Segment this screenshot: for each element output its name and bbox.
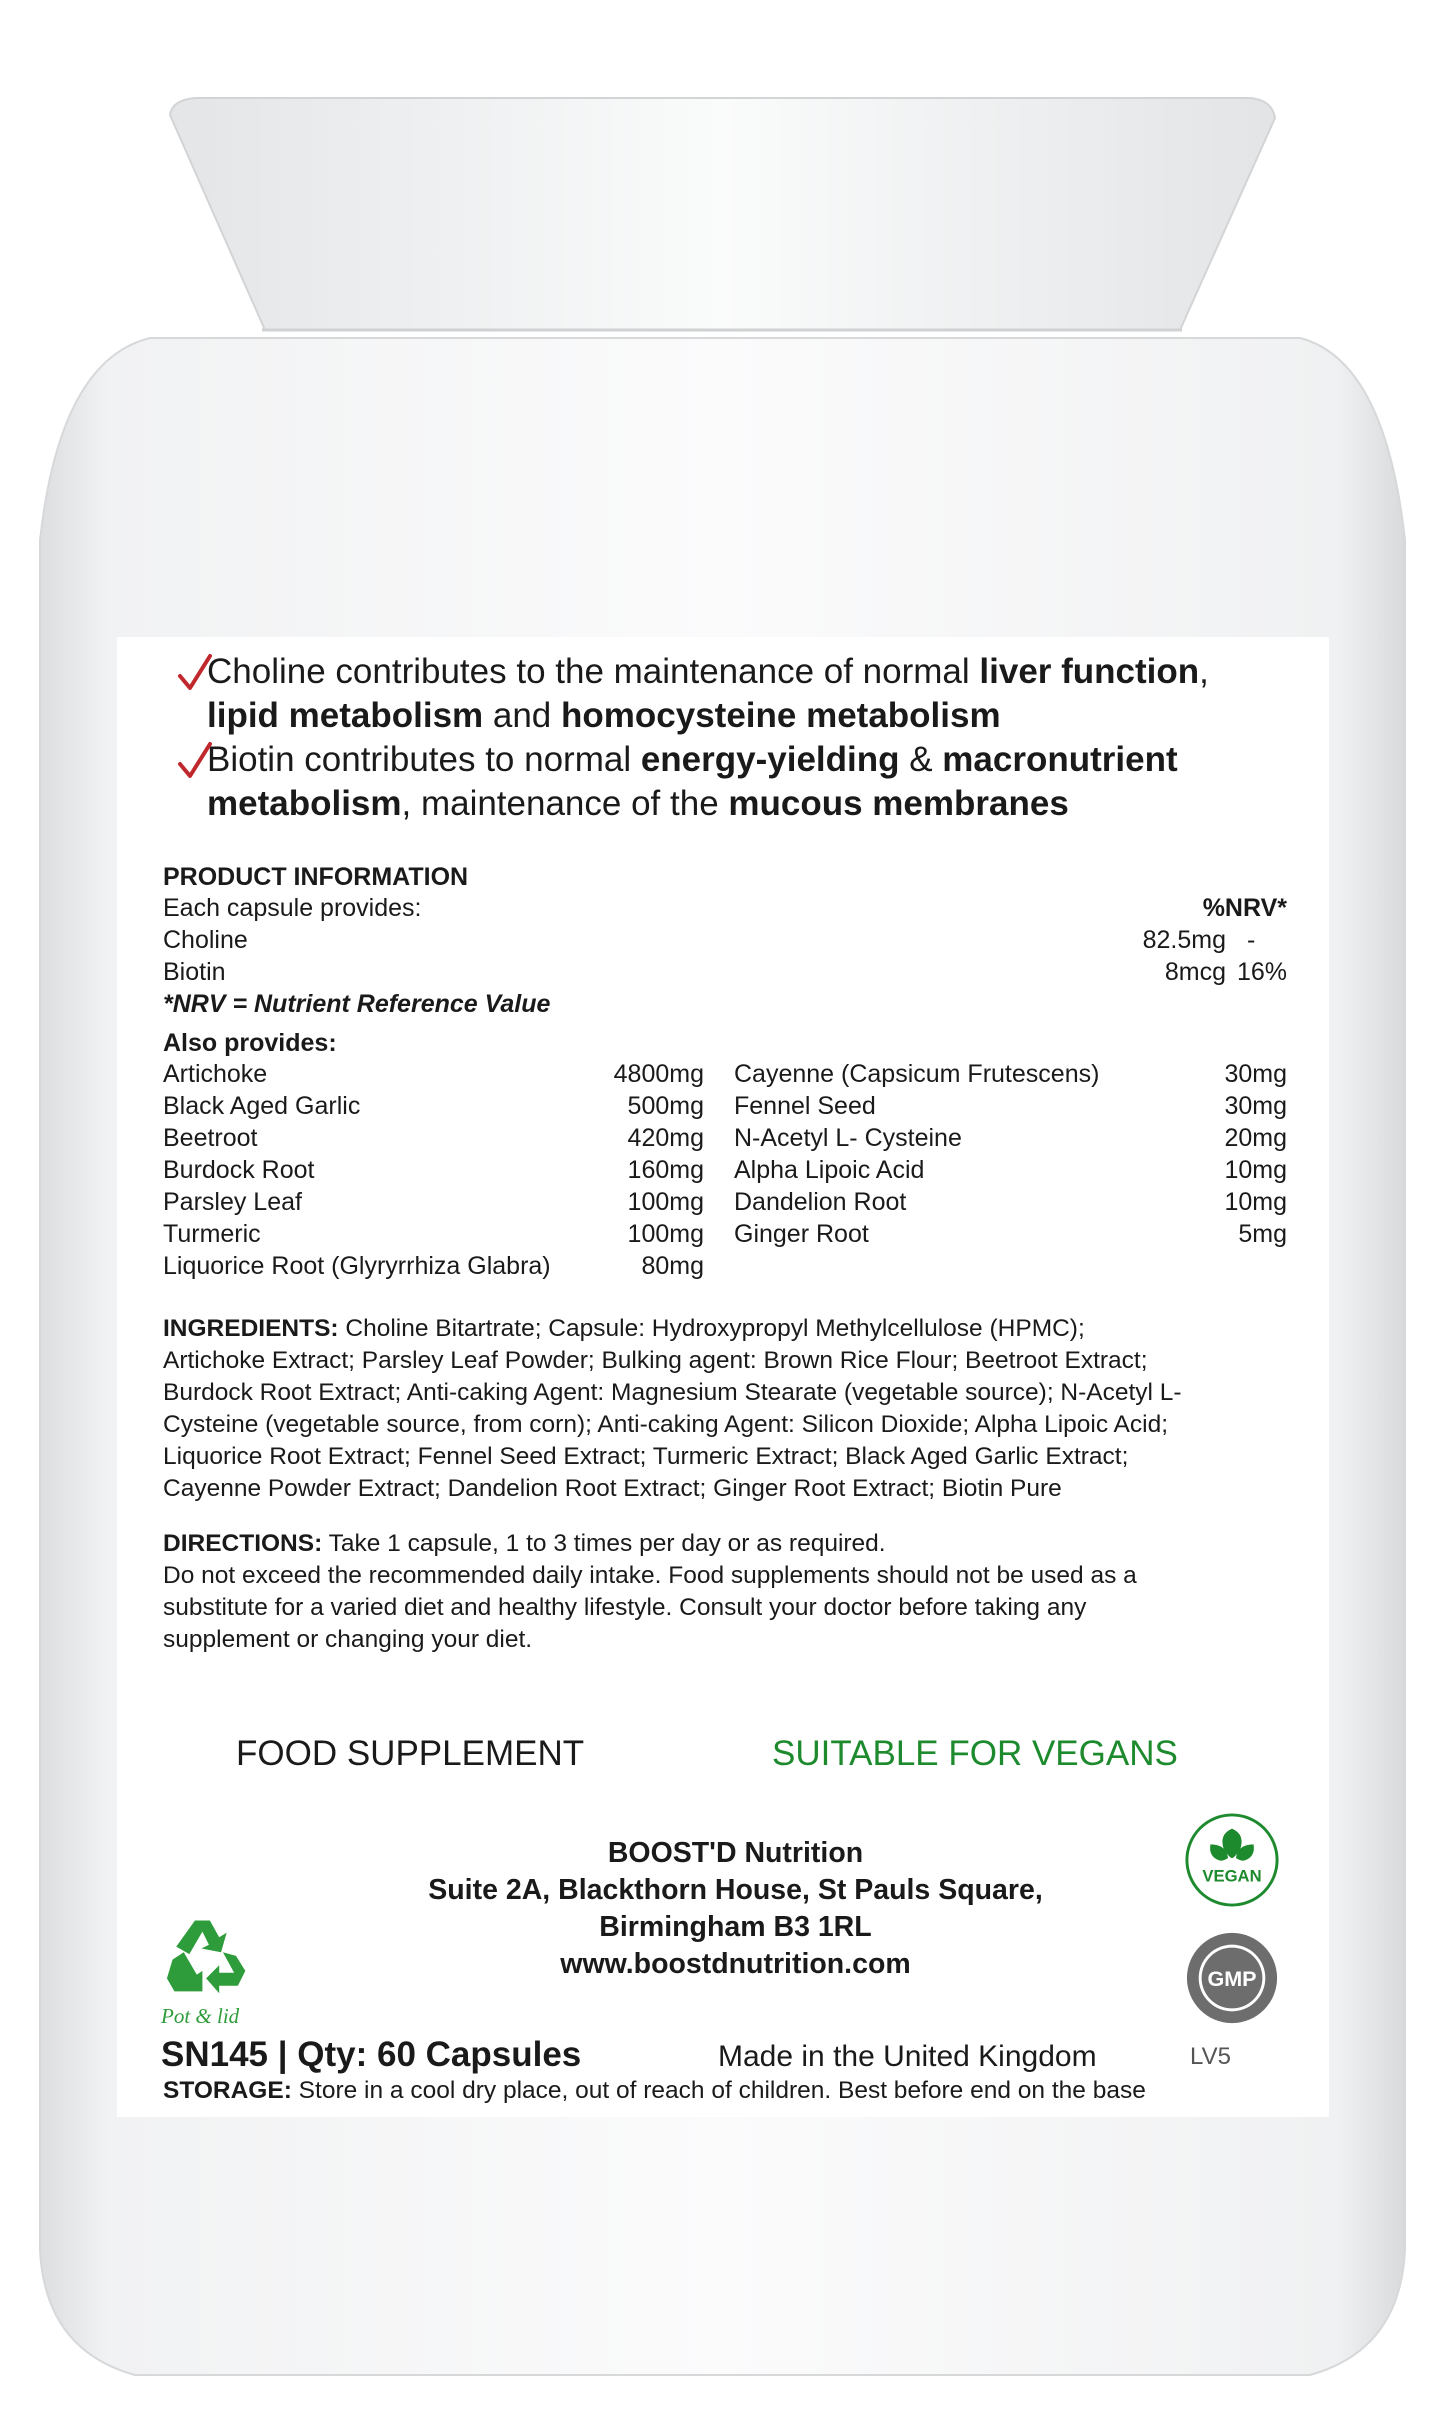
ingredient-amount: 500mg — [627, 1092, 704, 1120]
company-name: BOOST'D Nutrition — [607, 1837, 864, 1869]
ingredient-name: Fennel Seed — [734, 1092, 876, 1120]
ingredient-name: Liquorice Root (Glyryrrhiza Glabra) — [163, 1252, 551, 1280]
claim-bold: lipid metabolism — [207, 696, 484, 735]
claim-bold: metabolism — [207, 784, 402, 823]
ingredient-name: Artichoke — [163, 1060, 268, 1088]
storage-text: Store in a cool dry place, out of reach of children. Best before end on the base — [291, 2077, 1146, 2104]
recycle-label: Pot & lid — [161, 2004, 240, 2028]
directions-line: Do not exceed the recommended daily intake. Food supplements should not be used as a — [163, 1562, 1137, 1589]
gmp-seal-icon — [1183, 1929, 1281, 2027]
bottle-lid — [170, 98, 1275, 330]
claim-text: , maintenance of the — [401, 784, 729, 823]
ingredient-name: N-Acetyl L- Cysteine — [734, 1124, 962, 1152]
storage-label: STORAGE: — [163, 2077, 292, 2104]
claim-bold: macronutrient — [942, 740, 1178, 779]
ingredient-amount: 100mg — [627, 1220, 704, 1248]
ingredient-amount: 80mg — [641, 1252, 704, 1280]
ingredient-name: Alpha Lipoic Acid — [734, 1156, 925, 1184]
nutrient-name: Choline — [163, 926, 248, 954]
version-label: LV5 — [1190, 2043, 1231, 2070]
ingredients-line: Choline Bitartrate; Capsule: Hydroxypropyl Methylcellulose (HPMC); — [338, 1315, 1085, 1342]
ingredient-amount: 160mg — [627, 1156, 704, 1184]
ingredients-line: Burdock Root Extract; Anti-caking Agent: Magnesium Stearate (vegetable source); N-Acetyl L- — [163, 1379, 1182, 1406]
ingredients-block — [163, 1313, 1283, 1505]
claim-choline — [207, 650, 1209, 738]
ingredient-name: Turmeric — [163, 1220, 261, 1248]
made-in-label: Made in the United Kingdom — [718, 2040, 1097, 2073]
suitable-for-vegans-label: SUITABLE FOR VEGANS — [772, 1734, 1178, 1773]
nutrient-name: Biotin — [163, 958, 226, 986]
vegan-badge-text: VEGAN — [1202, 1866, 1262, 1886]
gmp-badge-text: GMP — [1207, 1965, 1257, 1991]
ingredient-amount: 20mg — [1224, 1124, 1287, 1152]
ingredients-line: Cayenne Powder Extract; Dandelion Root Extract; Ginger Root Extract; Biotin Pure — [163, 1475, 1062, 1502]
ingredient-amount: 5mg — [1238, 1220, 1287, 1248]
directions-line: Take 1 capsule, 1 to 3 times per day or as required. — [322, 1530, 886, 1557]
vegan-badge — [1183, 1811, 1281, 1909]
also-provides-heading: Also provides: — [163, 1029, 337, 1057]
ingredient-amount: 420mg — [627, 1124, 704, 1152]
directions-line: substitute for a varied diet and healthy lifestyle. Consult your doctor before taking any — [163, 1594, 1087, 1621]
ingredient-name: Black Aged Garlic — [163, 1092, 361, 1120]
ingredients-line: Liquorice Root Extract; Fennel Seed Extract; Turmeric Extract; Black Aged Garlic Extract; — [163, 1443, 1129, 1470]
ingredients-line: Artichoke Extract; Parsley Leaf Powder; Bulking agent: Brown Rice Flour; Beetroot Extract; — [163, 1347, 1148, 1374]
claim-text: Biotin contributes to normal — [207, 740, 641, 779]
nutrient-amount: 82.5mg — [1142, 926, 1226, 954]
product-label — [117, 637, 1329, 2117]
claim-text: , — [1199, 652, 1209, 691]
claim-biotin — [207, 738, 1178, 826]
product-code: SN145 | Qty: 60 Capsules — [161, 2035, 582, 2074]
company-website: www.boostdnutrition.com — [560, 1948, 911, 1980]
directions-line: supplement or changing your diet. — [163, 1626, 533, 1653]
ingredients-label: INGREDIENTS: — [163, 1315, 339, 1342]
nrv-note: *NRV = Nutrient Reference Value — [163, 990, 551, 1018]
claim-text: Choline contributes to the maintenance of normal — [207, 652, 980, 691]
check-icon — [177, 740, 213, 780]
company-address-line: Birmingham B3 1RL — [599, 1911, 872, 1943]
storage-line — [163, 2077, 1146, 2105]
ingredient-name: Parsley Leaf — [163, 1188, 302, 1216]
each-capsule-label: Each capsule provides: — [163, 894, 422, 922]
nutrient-nrv: 16% — [1236, 958, 1287, 986]
directions-label: DIRECTIONS: — [163, 1530, 323, 1557]
ingredient-name: Beetroot — [163, 1124, 258, 1152]
ingredient-amount: 10mg — [1224, 1156, 1287, 1184]
claim-bold: homocysteine metabolism — [561, 696, 1001, 735]
claim-bold: mucous membranes — [728, 784, 1069, 823]
ingredient-name: Dandelion Root — [734, 1188, 907, 1216]
claim-text: and — [483, 696, 562, 735]
check-icon — [177, 652, 213, 692]
nrv-header: %NRV* — [1202, 894, 1287, 922]
ingredient-amount: 100mg — [627, 1188, 704, 1216]
ingredient-amount: 30mg — [1224, 1092, 1287, 1120]
ingredient-amount: 30mg — [1224, 1060, 1287, 1088]
ingredient-name: Burdock Root — [163, 1156, 315, 1184]
claim-bold: liver function — [979, 652, 1200, 691]
ingredient-amount: 4800mg — [613, 1060, 704, 1088]
food-supplement-label: FOOD SUPPLEMENT — [236, 1734, 585, 1773]
ingredient-amount: 10mg — [1224, 1188, 1287, 1216]
recycle-icon — [159, 1913, 257, 1997]
ingredient-name: Ginger Root — [734, 1220, 869, 1248]
ingredients-line: Cysteine (vegetable source, from corn); Anti-caking Agent: Silicon Dioxide; Alpha Lipoic Acid; — [163, 1411, 1169, 1438]
nutrient-amount: 8mcg — [1164, 958, 1226, 986]
directions-block — [163, 1528, 1283, 1656]
ingredient-name: Cayenne (Capsicum Frutescens) — [734, 1060, 1100, 1088]
company-address-line: Suite 2A, Blackthorn House, St Pauls Square, — [428, 1874, 1043, 1906]
claim-bold: energy-yielding — [640, 740, 900, 779]
claim-text: & — [899, 740, 943, 779]
nutrient-nrv: - — [1247, 926, 1256, 954]
product-info-heading: PRODUCT INFORMATION — [163, 863, 469, 891]
